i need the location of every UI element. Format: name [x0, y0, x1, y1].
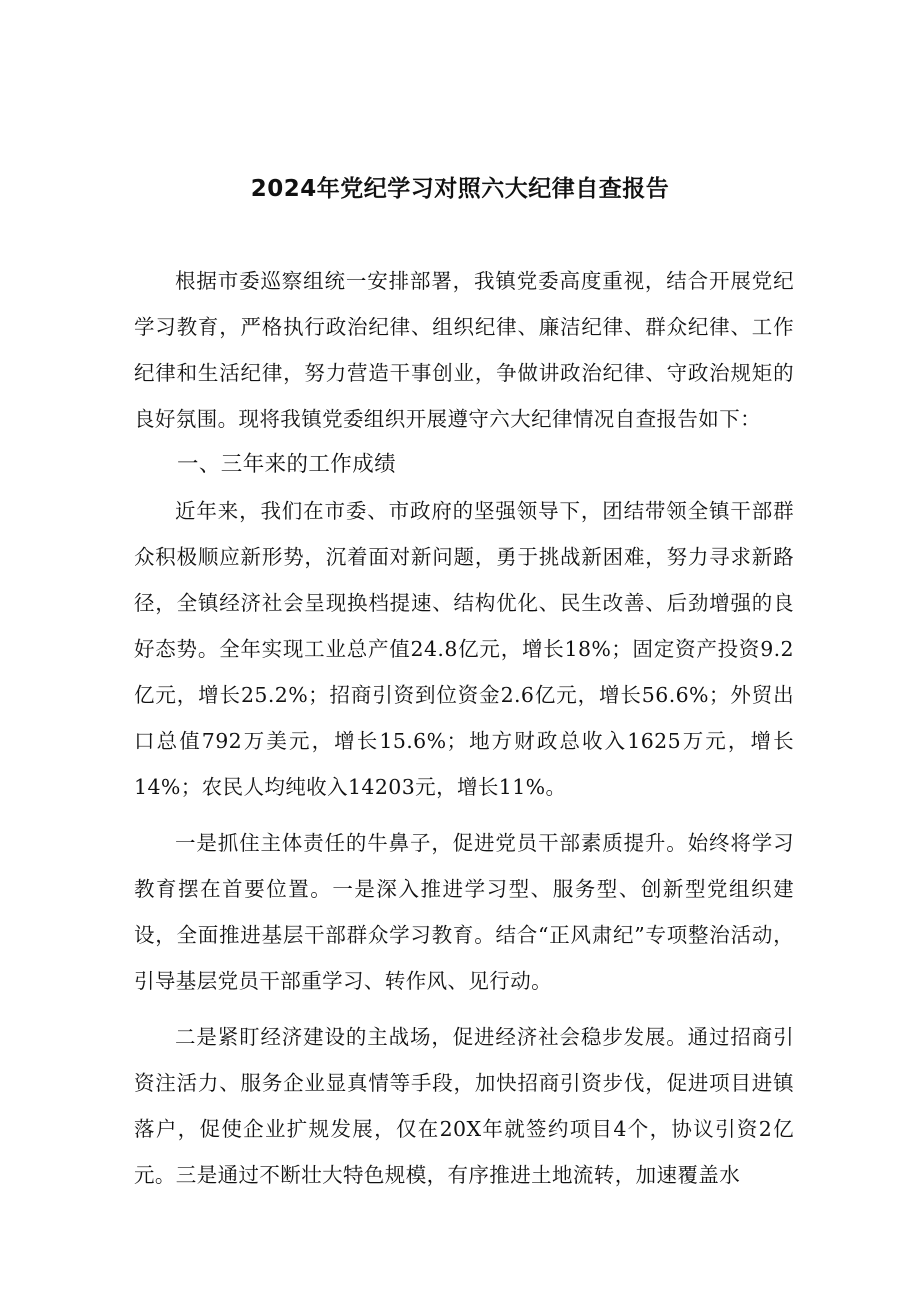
achievements-paragraph: 近年来，我们在市委、市政府的坚强领导下，团结带领全镇干部群众积极顺应新形势，沉着面对新问题，勇于挑战新困难，努力寻求新路径，全镇经济社会呈现换档提速、结构优化、民生改善、后劲增强的良好态势。全年实现工业总产值24.8亿元，增长18%；固定资产投资9.2亿元，增长25.2%；招商引资到位资金2.6亿元，增长56.6%；外贸出口总值792万美元，增长15.6%；地方财政总收入1625万元，增长14%；农民人均纯收入14203元，增长11%。 [134, 499, 794, 799]
document-title: 2024年党纪学习对照六大纪律自查报告 [250, 176, 670, 202]
document-body [134, 258, 794, 1198]
responsibility-paragraph: 一是抓住主体责任的牛鼻子，促进党员干部素质提升。始终将学习教育摆在首要位置。一是深入推进学习型、服务型、创新型党组织建设，全面推进基层干部群众学习教育。结合“正风肃纪”专项整治活动，引导基层党员干部重学习、转作风、见行动。 [134, 831, 794, 993]
economy-paragraph: 二是紧盯经济建设的主战场，促进经济社会稳步发展。通过招商引资注活力、服务企业显真情等手段，加快招商引资步伐，促进项目进镇落户，促使企业扩规发展，仅在20X年就签约项目4个，协议引资2亿元。三是通过不断壮大特色规模，有序推进土地流转，加速覆盖水 [134, 1025, 794, 1187]
section-heading: 一、三年来的工作成绩 [177, 452, 397, 477]
intro-paragraph: 根据市委巡察组统一安排部署，我镇党委高度重视，结合开展党纪学习教育，严格执行政治纪律、组织纪律、廉洁纪律、群众纪律、工作纪律和生活纪律，努力营造干事创业，争做讲政治纪律、守政治规矩的良好氛围。现将我镇党委组织开展遵守六大纪律情况自查报告如下： [134, 269, 794, 431]
